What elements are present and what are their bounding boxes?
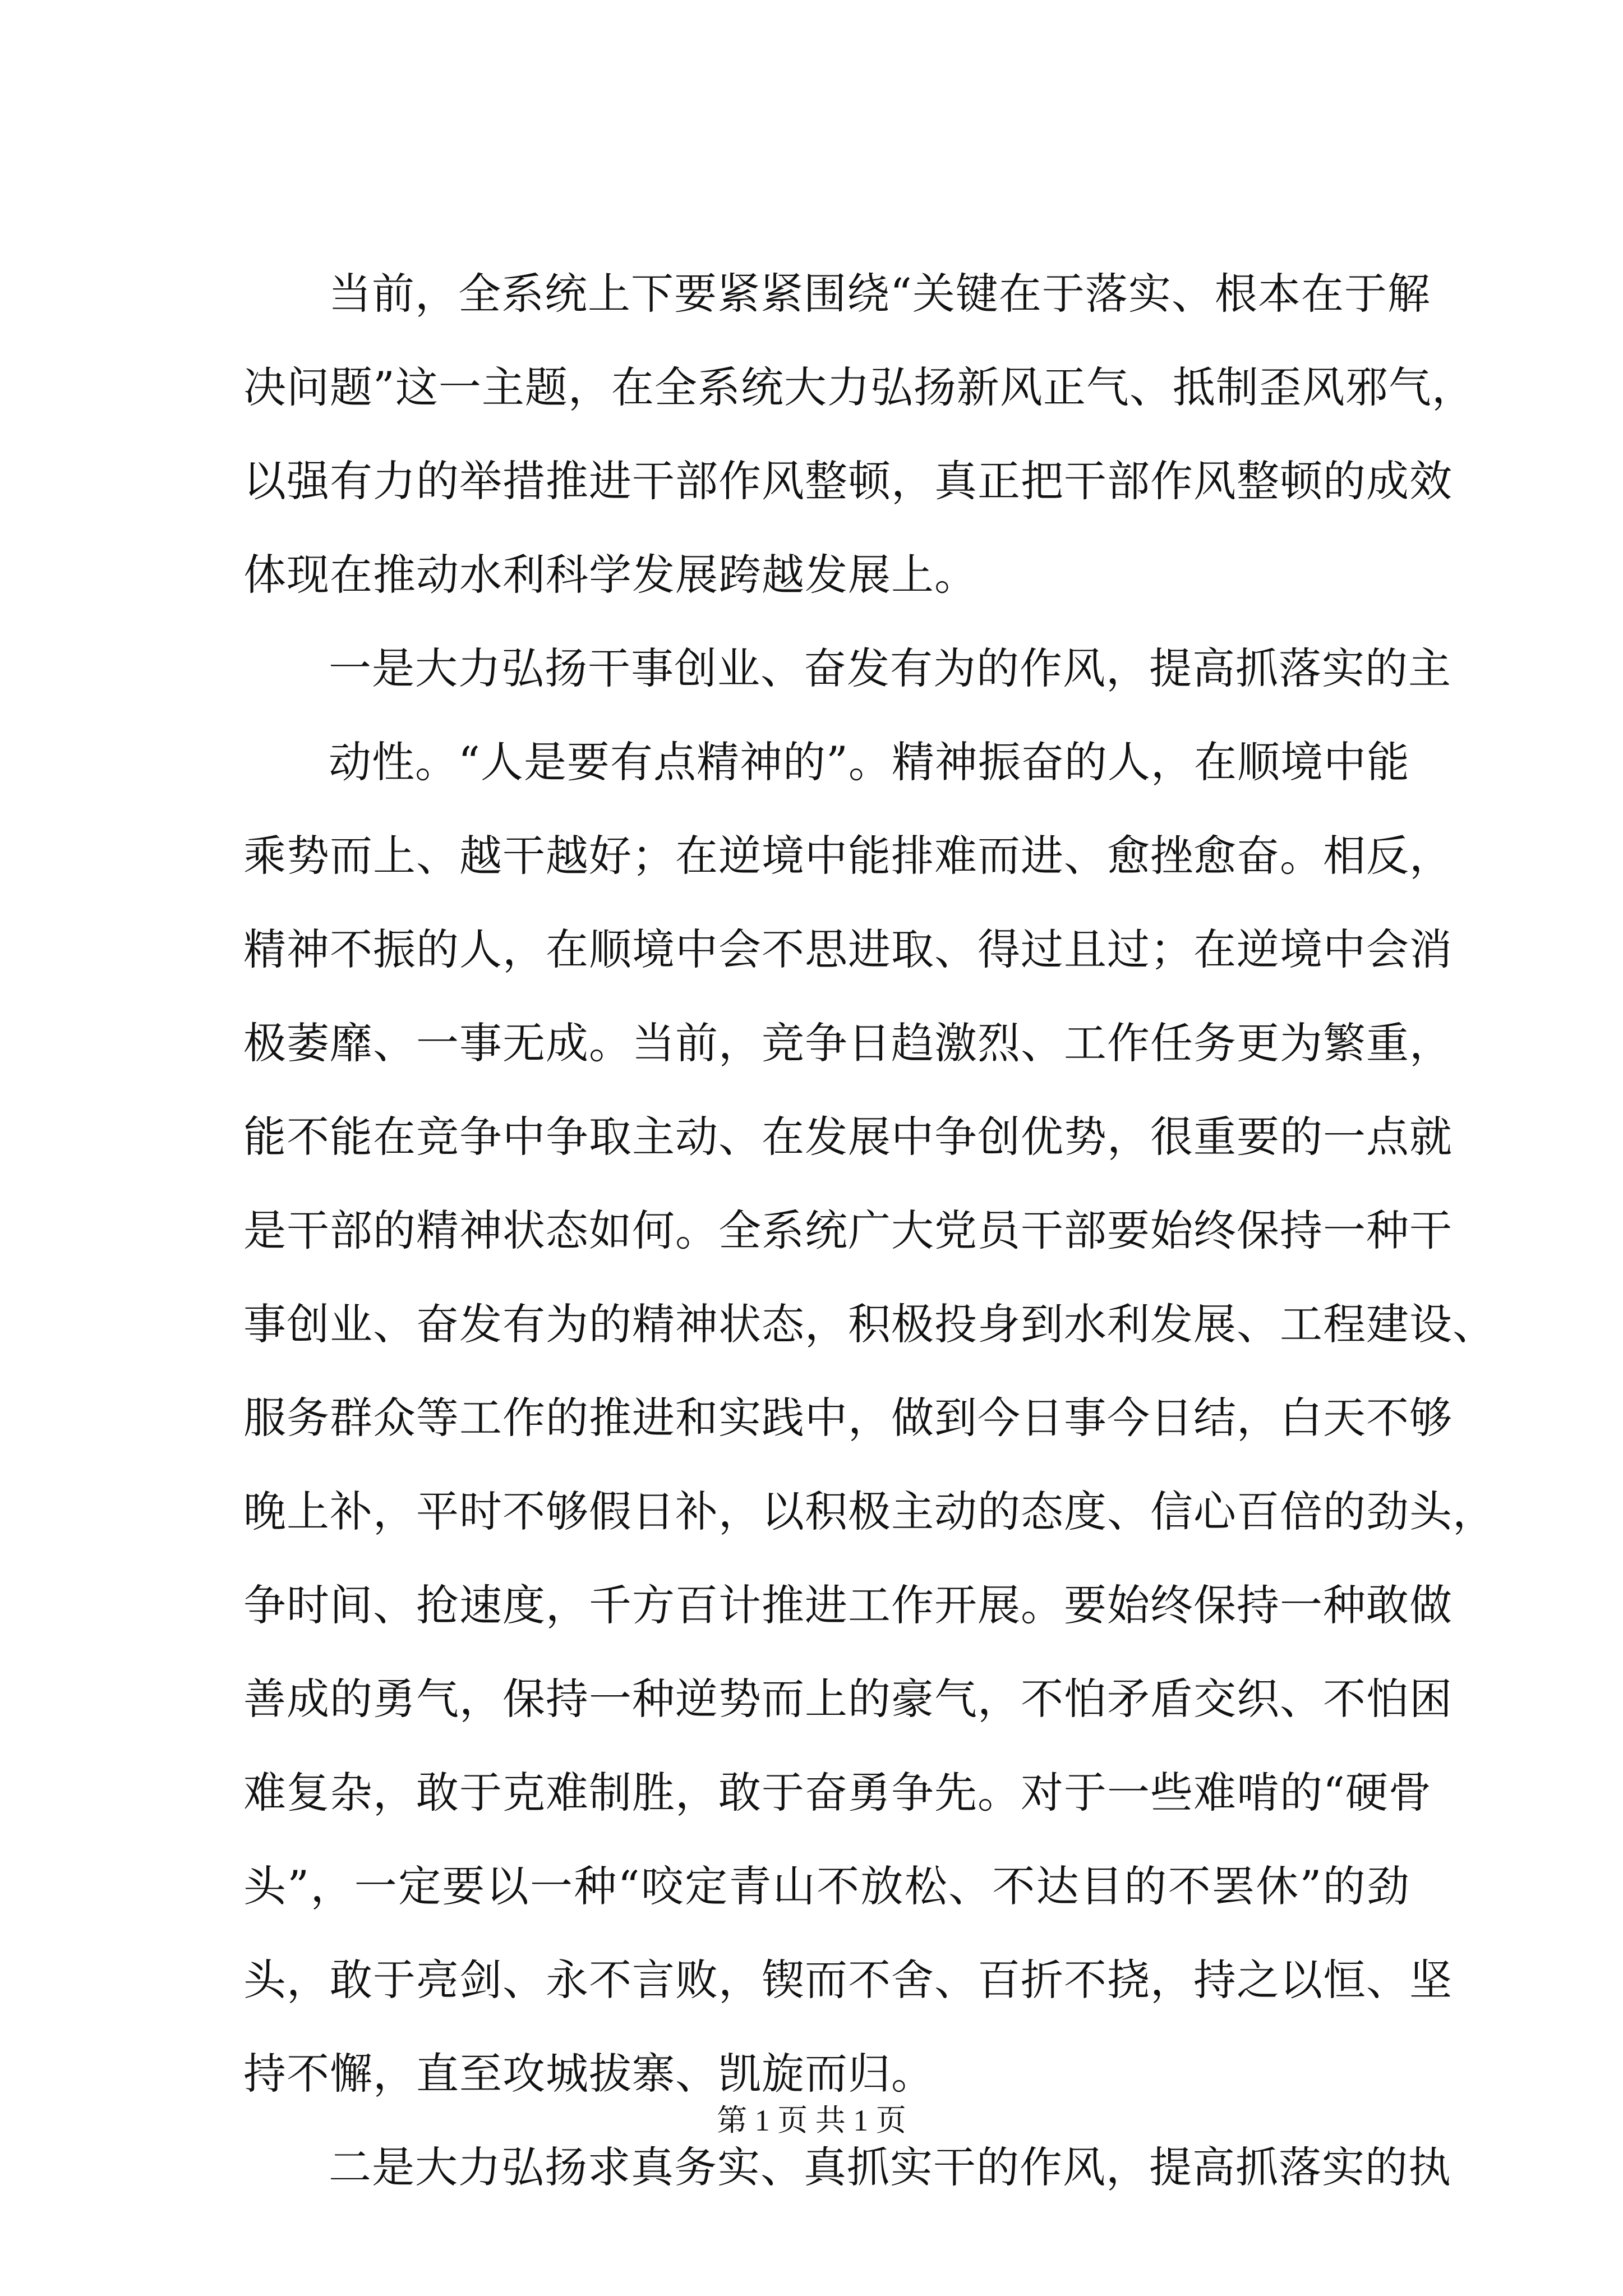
text-line: 体现在推动水利科学发展跨越发展上。 [243,550,978,600]
text-line: 头，敢于亮剑、永不言败，锲而不舍、百折不挠，持之以恒、坚 [243,1955,1453,2005]
text-line: 能不能在竞争中争取主动、在发展中争创优势，很重要的一点就 [243,1112,1453,1162]
text-line: 以强有力的举措推进干部作风整顿，真正把干部作风整顿的成效 [243,456,1453,506]
text-line: 事创业、奋发有为的精神状态，积极投身到水利发展、工程建设、 [243,1299,1496,1349]
paragraph-point-one-body [243,715,1496,2120]
paragraph-point-one-heading [243,622,1451,715]
text-line: 难复杂，敢于克难制胜，敢于奋勇争先。对于一些难啃的“硬骨 [243,1768,1432,1818]
text-line: 善成的勇气，保持一种逆势而上的豪气，不怕矛盾交织、不怕困 [243,1674,1453,1724]
text-line: 头”，一定要以一种“咬定青山不放松、不达目的不罢休”的劲 [243,1861,1410,1911]
text-line: 二是大力弘扬求真务实、真抓实干的作风，提高抓落实的执 [329,2142,1451,2192]
text-line: 乘势而上、越干越好；在逆境中能排难而进、愈挫愈奋。相反， [243,831,1453,881]
text-line: 争时间、抢速度，千方百计推进工作开展。要始终保持一种敢做 [243,1580,1453,1630]
text-line: 晚上补，平时不够假日补，以积极主动的态度、信心百倍的劲头， [243,1487,1496,1536]
text-line: 极萎靡、一事无成。当前，竞争日趋激烈、工作任务更为繁重， [243,1018,1453,1068]
page-number-label: 第 1 页 共 1 页 [717,2104,906,2137]
paragraph-intro [243,247,1475,622]
text-line: 一是大力弘扬干事创业、奋发有为的作风，提高抓落实的主 [329,643,1451,693]
text-line: 动性。“人是要有点精神的”。精神振奋的人，在顺境中能 [329,737,1410,787]
text-line: 决问题”这一主题，在全系统大力弘扬新风正气、抵制歪风邪气， [243,362,1475,412]
text-line: 是干部的精神状态如何。全系统广大党员干部要始终保持一种干 [243,1205,1453,1255]
body-text [243,247,1496,2214]
text-line: 服务群众等工作的推进和实践中，做到今日事今日结，白天不够 [243,1393,1453,1443]
text-line: 当前，全系统上下要紧紧围绕“关键在于落实、根本在于解 [329,269,1431,319]
text-line: 精神不振的人，在顺境中会不思进取、得过且过；在逆境中会消 [243,924,1453,974]
text-line: 持不懈，直至攻城拔寨、凯旋而归。 [243,2049,934,2099]
page-footer [0,2101,1623,2140]
